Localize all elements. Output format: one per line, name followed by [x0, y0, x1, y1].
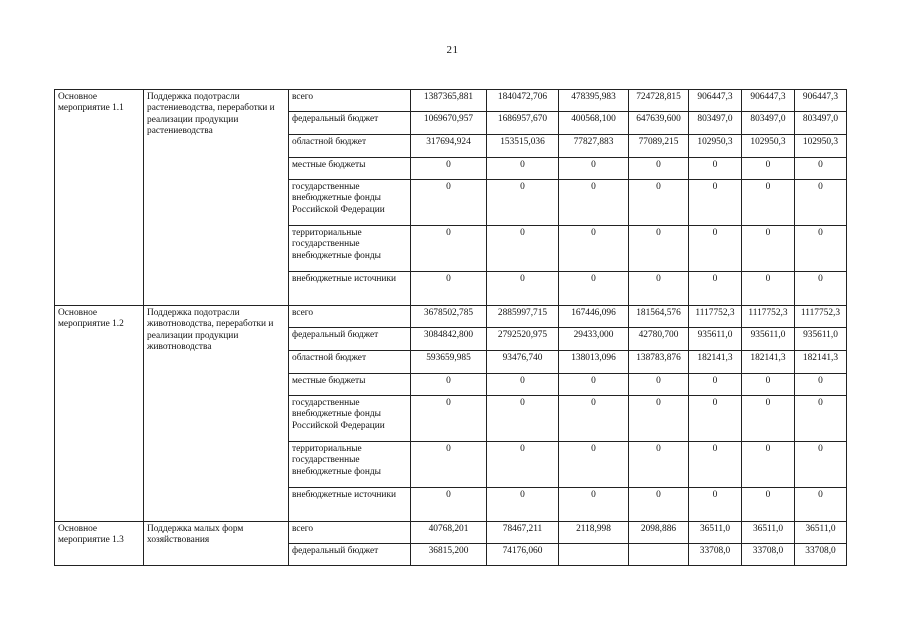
activity-description-cell: Поддержка подотрасли животноводства, переработки и реализации продукции животноводства — [144, 306, 289, 522]
table-row — [55, 522, 847, 544]
amount-cell: 0 — [411, 396, 487, 442]
amount-cell: 36815,200 — [411, 544, 487, 566]
amount-cell: 0 — [742, 158, 795, 180]
amount-cell: 593659,985 — [411, 351, 487, 374]
amount-cell: 803497,0 — [742, 112, 795, 135]
amount-cell: 0 — [411, 488, 487, 522]
activity-cell: Основное мероприятие 1.2 — [55, 306, 144, 522]
amount-cell: 0 — [689, 488, 742, 522]
amount-cell: 647639,600 — [629, 112, 689, 135]
amount-cell: 36511,0 — [795, 522, 847, 544]
amount-cell: 74176,060 — [487, 544, 559, 566]
amount-cell: 0 — [689, 442, 742, 488]
amount-cell: 935611,0 — [742, 328, 795, 351]
amount-cell: 0 — [559, 374, 629, 396]
amount-cell: 906447,3 — [689, 90, 742, 112]
amount-cell: 0 — [629, 158, 689, 180]
amount-cell: 0 — [742, 180, 795, 226]
amount-cell: 42780,700 — [629, 328, 689, 351]
amount-cell: 906447,3 — [795, 90, 847, 112]
amount-cell: 0 — [795, 396, 847, 442]
activity-description-cell: Поддержка подотрасли растениеводства, переработки и реализации продукции растениеводства — [144, 90, 289, 306]
amount-cell: 0 — [487, 180, 559, 226]
budget-table — [54, 89, 847, 566]
amount-cell: 0 — [629, 488, 689, 522]
amount-cell — [629, 544, 689, 566]
amount-cell: 182141,3 — [795, 351, 847, 374]
amount-cell: 0 — [487, 226, 559, 272]
amount-cell: 0 — [795, 180, 847, 226]
amount-cell: 803497,0 — [689, 112, 742, 135]
funding-source-cell: внебюджетные источники — [289, 272, 411, 306]
activity-description-cell: Поддержка малых форм хозяйствования — [144, 522, 289, 566]
amount-cell: 0 — [795, 442, 847, 488]
amount-cell: 0 — [742, 396, 795, 442]
amount-cell: 40768,201 — [411, 522, 487, 544]
amount-cell: 0 — [629, 374, 689, 396]
amount-cell: 1069670,957 — [411, 112, 487, 135]
activity-cell: Основное мероприятие 1.3 — [55, 522, 144, 566]
amount-cell: 138783,876 — [629, 351, 689, 374]
amount-cell: 0 — [795, 158, 847, 180]
amount-cell: 3084842,800 — [411, 328, 487, 351]
amount-cell: 0 — [742, 272, 795, 306]
funding-source-cell: федеральный бюджет — [289, 544, 411, 566]
amount-cell: 102950,3 — [742, 135, 795, 158]
amount-cell: 317694,924 — [411, 135, 487, 158]
amount-cell: 0 — [559, 180, 629, 226]
amount-cell: 0 — [689, 158, 742, 180]
activity-cell: Основное мероприятие 1.1 — [55, 90, 144, 306]
amount-cell: 1117752,3 — [742, 306, 795, 328]
funding-source-cell: территориальные государственные внебюджетные фонды — [289, 226, 411, 272]
table-row — [55, 90, 847, 112]
funding-source-cell: всего — [289, 90, 411, 112]
amount-cell: 0 — [689, 226, 742, 272]
amount-cell: 0 — [411, 180, 487, 226]
amount-cell: 0 — [742, 442, 795, 488]
amount-cell: 182141,3 — [742, 351, 795, 374]
amount-cell: 0 — [559, 442, 629, 488]
amount-cell: 0 — [742, 374, 795, 396]
funding-source-cell: местные бюджеты — [289, 374, 411, 396]
amount-cell: 400568,100 — [559, 112, 629, 135]
amount-cell: 0 — [411, 442, 487, 488]
amount-cell: 935611,0 — [689, 328, 742, 351]
amount-cell: 935611,0 — [795, 328, 847, 351]
amount-cell: 0 — [629, 226, 689, 272]
amount-cell: 2885997,715 — [487, 306, 559, 328]
amount-cell: 0 — [689, 396, 742, 442]
amount-cell: 153515,036 — [487, 135, 559, 158]
amount-cell: 0 — [629, 396, 689, 442]
amount-cell: 0 — [559, 272, 629, 306]
amount-cell: 0 — [559, 226, 629, 272]
amount-cell: 0 — [559, 488, 629, 522]
amount-cell: 3678502,785 — [411, 306, 487, 328]
amount-cell: 93476,740 — [487, 351, 559, 374]
amount-cell: 724728,815 — [629, 90, 689, 112]
amount-cell: 102950,3 — [795, 135, 847, 158]
amount-cell: 1686957,670 — [487, 112, 559, 135]
funding-source-cell: всего — [289, 522, 411, 544]
amount-cell: 167446,096 — [559, 306, 629, 328]
funding-source-cell: внебюджетные источники — [289, 488, 411, 522]
amount-cell: 0 — [742, 488, 795, 522]
amount-cell: 29433,000 — [559, 328, 629, 351]
amount-cell: 0 — [411, 374, 487, 396]
amount-cell: 33708,0 — [795, 544, 847, 566]
amount-cell: 1840472,706 — [487, 90, 559, 112]
amount-cell: 478395,983 — [559, 90, 629, 112]
amount-cell: 102950,3 — [689, 135, 742, 158]
funding-source-cell: государственные внебюджетные фонды Российской Федерации — [289, 396, 411, 442]
amount-cell: 0 — [487, 488, 559, 522]
amount-cell: 1117752,3 — [689, 306, 742, 328]
amount-cell: 2098,886 — [629, 522, 689, 544]
funding-source-cell: федеральный бюджет — [289, 112, 411, 135]
amount-cell: 0 — [742, 226, 795, 272]
amount-cell: 78467,211 — [487, 522, 559, 544]
amount-cell: 0 — [411, 158, 487, 180]
amount-cell: 0 — [487, 396, 559, 442]
funding-source-cell: федеральный бюджет — [289, 328, 411, 351]
amount-cell: 0 — [629, 180, 689, 226]
funding-source-cell: государственные внебюджетные фонды Российской Федерации — [289, 180, 411, 226]
amount-cell: 1117752,3 — [795, 306, 847, 328]
amount-cell: 0 — [487, 442, 559, 488]
table-row — [55, 306, 847, 328]
amount-cell: 0 — [629, 272, 689, 306]
amount-cell: 0 — [795, 488, 847, 522]
amount-cell: 0 — [487, 158, 559, 180]
amount-cell: 1387365,881 — [411, 90, 487, 112]
amount-cell: 0 — [629, 442, 689, 488]
amount-cell: 906447,3 — [742, 90, 795, 112]
amount-cell: 0 — [689, 180, 742, 226]
funding-source-cell: всего — [289, 306, 411, 328]
amount-cell: 36511,0 — [742, 522, 795, 544]
amount-cell: 0 — [487, 374, 559, 396]
funding-source-cell: территориальные государственные внебюджетные фонды — [289, 442, 411, 488]
amount-cell: 0 — [689, 374, 742, 396]
amount-cell: 77827,883 — [559, 135, 629, 158]
amount-cell: 2118,998 — [559, 522, 629, 544]
page-number: 21 — [446, 44, 459, 56]
amount-cell: 0 — [487, 272, 559, 306]
amount-cell: 77089,215 — [629, 135, 689, 158]
amount-cell: 0 — [411, 226, 487, 272]
amount-cell: 0 — [689, 272, 742, 306]
amount-cell: 36511,0 — [689, 522, 742, 544]
amount-cell: 0 — [559, 396, 629, 442]
amount-cell: 2792520,975 — [487, 328, 559, 351]
amount-cell: 0 — [795, 226, 847, 272]
amount-cell: 0 — [795, 374, 847, 396]
amount-cell: 138013,096 — [559, 351, 629, 374]
funding-source-cell: областной бюджет — [289, 351, 411, 374]
amount-cell: 181564,576 — [629, 306, 689, 328]
amount-cell: 33708,0 — [742, 544, 795, 566]
amount-cell: 33708,0 — [689, 544, 742, 566]
amount-cell: 182141,3 — [689, 351, 742, 374]
funding-source-cell: областной бюджет — [289, 135, 411, 158]
amount-cell: 0 — [795, 272, 847, 306]
amount-cell: 0 — [559, 158, 629, 180]
amount-cell: 0 — [411, 272, 487, 306]
amount-cell: 803497,0 — [795, 112, 847, 135]
amount-cell — [559, 544, 629, 566]
funding-source-cell: местные бюджеты — [289, 158, 411, 180]
